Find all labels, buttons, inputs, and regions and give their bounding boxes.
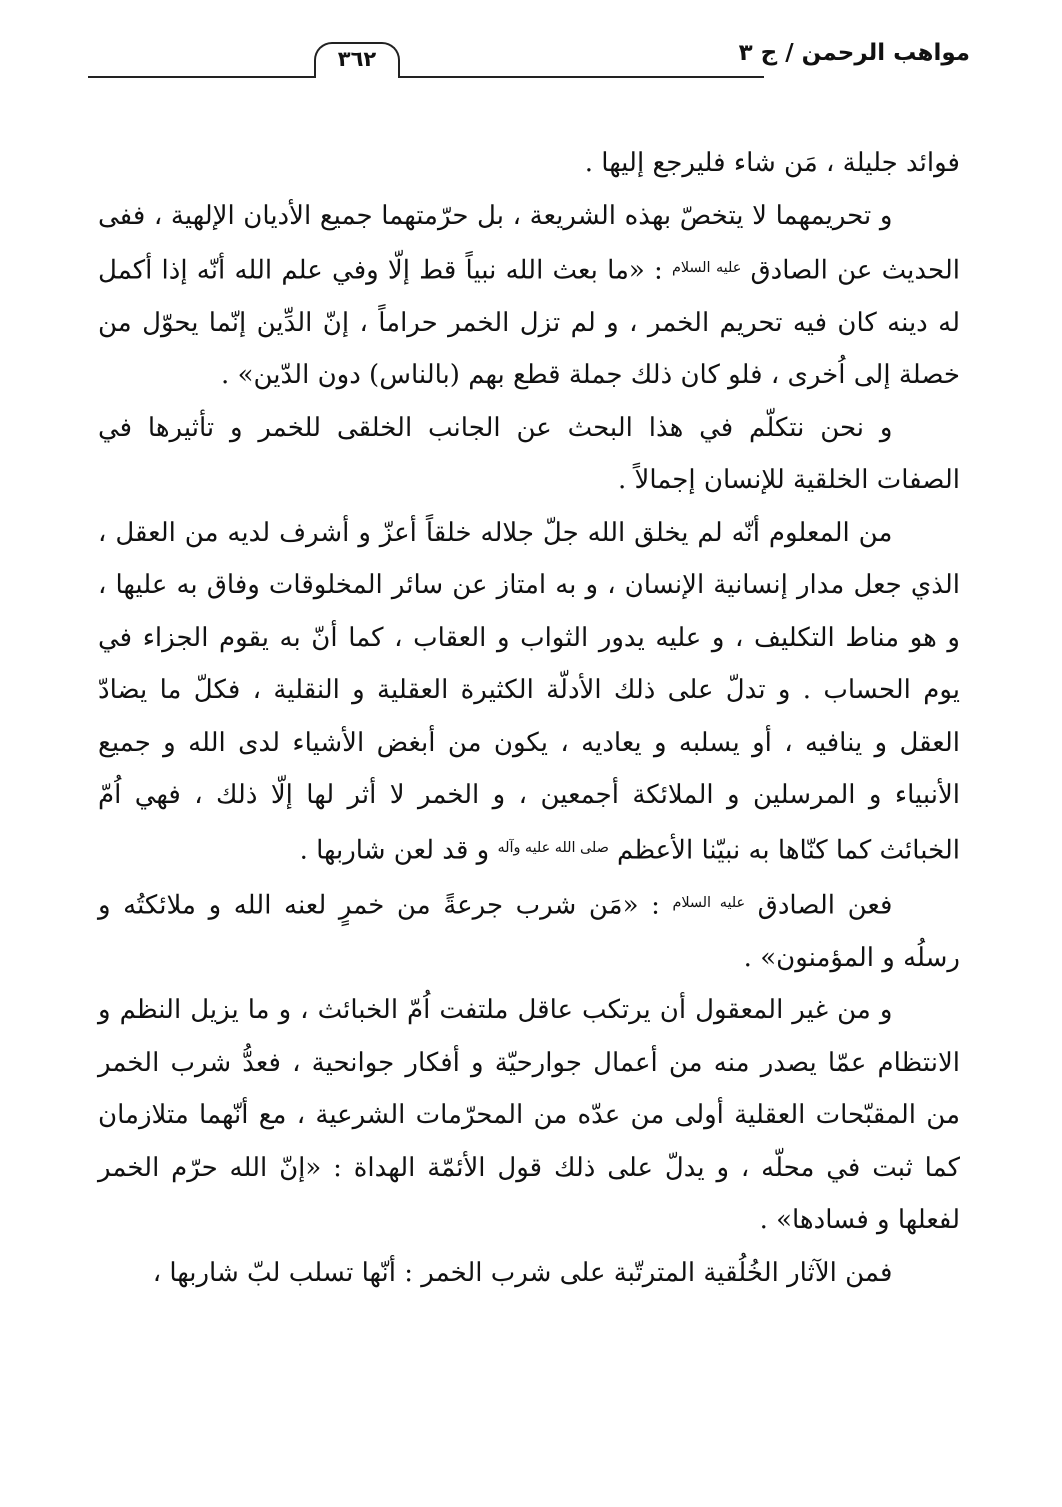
paragraph: و نحن نتكلّم في هذا البحث عن الجانب الخلقى للخمر و تأثيرها في الصفات الخلقية للإنسان إجمالاً . <box>98 412 960 496</box>
paragraph <box>98 190 960 402</box>
text-run: : «ما بعث الله نبياً قط إلّا وفي علم الله أنّه إذا أكمل له دينه كان فيه تحريم الخمر ، و لم تزل الخمر حراماً ، إنّ الدِّين إنّما يحوّل من خصلة إلى اُخرى ، فلو كان ذلك جملة قطع بهم (بالناس) دون الدّين» . <box>98 255 960 391</box>
text-run: : «مَن شرب جرعةً من خمرٍ لعنه الله و ملائكتُه و رسلُه و المؤمنون» . <box>98 890 960 973</box>
honorific-symbol: عليه السلام <box>672 894 746 911</box>
honorific-symbol: عليه السلام <box>672 260 742 276</box>
paragraph: و من غير المعقول أن يرتكب عاقل ملتفت اُمّ الخبائث ، و ما يزيل النظم و الانتظام عمّا يصدر منه من أعمال جوارحيّة و أفكار جوانحية ، فعدُّ شرب الخمر من المقبّحات العقلية أولى من عدّه من المحرّمات الشرعية ، مع أنّهما متلازمان كما ثبت في محلّه ، و يدلّ على ذلك قول الأئمّة الهداة : «إنّ الله حرّم الخمر لفعلها و فسادها» . <box>98 995 960 1236</box>
text-run: و تحريمهما لا يتخصّ بهذه الشريعة ، بل حرّمتهما جميع الأديان الإلهية ، ففى الحديث عن الصادق <box>98 200 960 286</box>
text-run: من المعلوم أنّه لم يخلق الله جلّ جلاله خلقاً أعزّ و أشرف لديه من العقل ، الذي جعل مدار إنسانية الإنسان ، و به امتاز عن سائر المخلوقات وفاق به عليها ، و هو مناط التكليف ، و عليه يدور الثواب و العقاب ، كما أنّ به يقوم الجزاء في يوم الحساب . و تدلّ على ذلك الأدلّة الكثيرة العقلية و النقلية ، فكلّ ما يضادّ العقل و ينافيه ، أو يسلبه و يعاديه ، يكون من أبغض الأشياء لدى الله و جميع الأنبياء و المرسلين و الملائكة أجمعين ، و الخمر لا أثر لها إلّا ذلك ، فهي اُمّ الخبائث كما كنّاها به نبيّنا الأعظم <box>98 517 960 866</box>
paragraph: فمن الآثار الخُلُقية المترتّبة على شرب الخمر : أنّها تسلب لبّ شاربها ، <box>152 1257 893 1288</box>
page-number: ٣٦٢ <box>314 42 400 78</box>
paragraph: فوائد جليلة ، مَن شاء فليرجع إليها . <box>584 148 960 178</box>
text-run: و قد لعن شاربها . <box>299 835 498 866</box>
header-rule <box>88 76 764 78</box>
paragraph <box>98 877 960 984</box>
page-header <box>88 38 970 88</box>
running-title: مواهب الرحمن / ج ٣ <box>738 40 970 66</box>
body-text <box>98 137 960 1299</box>
text-run: فعن الصادق <box>745 890 893 921</box>
honorific-symbol: صلى الله عليه وآله <box>497 839 609 856</box>
paragraph <box>98 507 960 877</box>
